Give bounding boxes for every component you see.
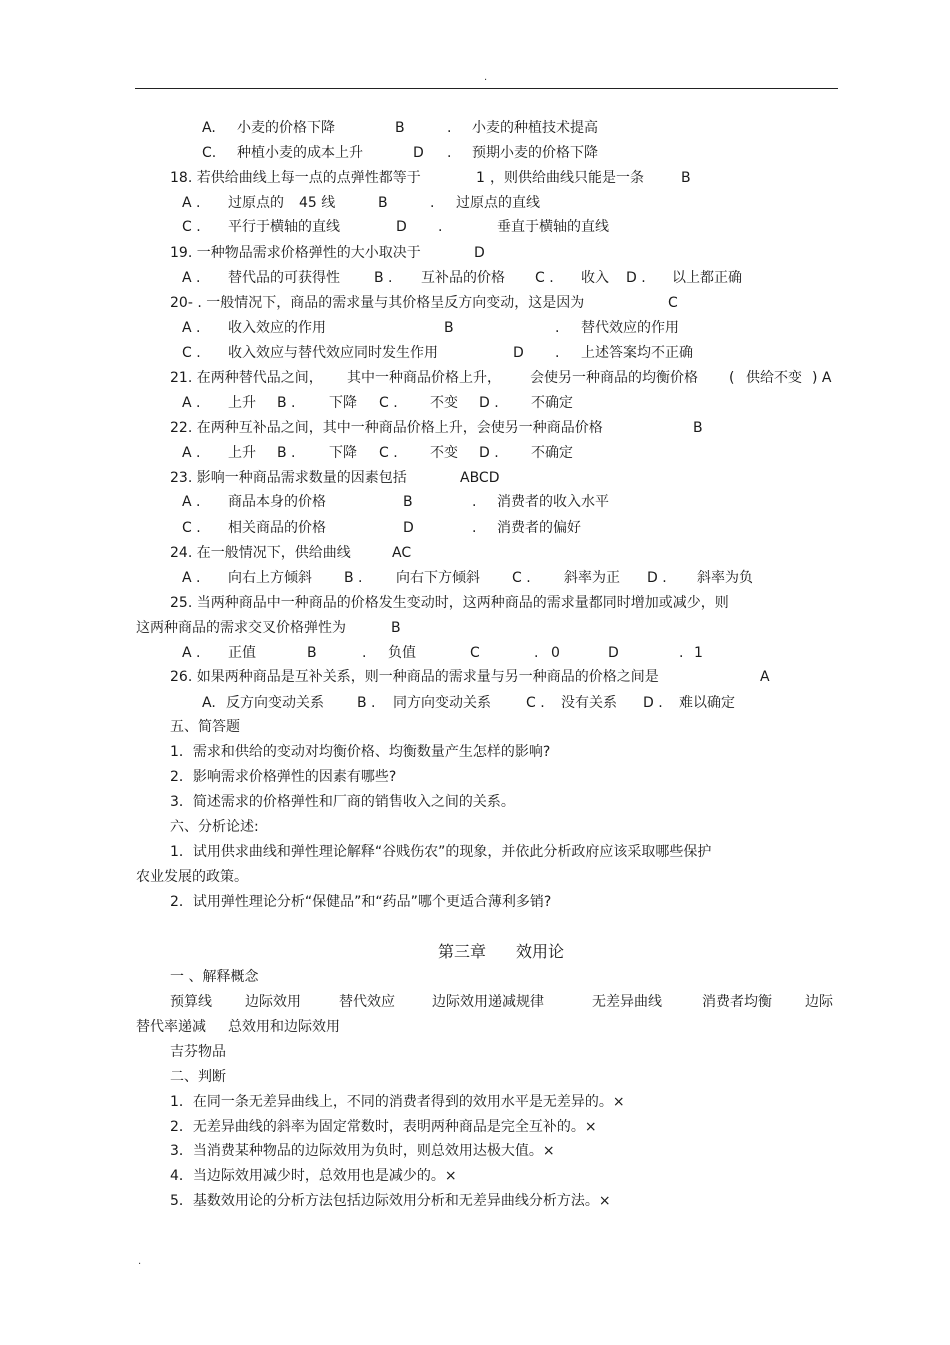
q26-stem (0, 667, 950, 687)
q21-option-d-text: 不确定 (531, 395, 573, 411)
q25-option-d-text: 1 (694, 645, 703, 661)
q25-option-b-text: 负值 (388, 645, 416, 661)
q18-options-row1 (0, 193, 950, 213)
q23-option-a-text: 商品本身的价格 (228, 494, 326, 510)
q25-option-c-letter: C (470, 645, 480, 661)
q23-option-b-dot: . (472, 494, 477, 510)
q21-option-a-letter: A . (182, 395, 201, 411)
q17-option-a-letter: A. (202, 120, 216, 136)
q20-option-c-letter: C . (182, 345, 201, 361)
q24-stem (0, 543, 950, 563)
term-indifference-curve: 无差异曲线 (592, 994, 662, 1010)
section6-item-2: 2．试用弹性理论分析“保健品”和“药品”哪个更适合薄利多销? (170, 894, 552, 910)
q26-option-d-letter: D . (643, 695, 663, 711)
judgment-item-1: 1．在同一条无差异曲线上，不同的消费者得到的效用水平是无差异的。× (170, 1094, 625, 1110)
q20-stem-text: 20- . 一般情况下，商品的需求量与其价格呈反方向变动，这是因为 (170, 295, 585, 311)
q26-option-d-text: 难以确定 (679, 695, 735, 711)
q20-answer: C (668, 295, 678, 311)
q23-option-d-text: 消费者的偏好 (497, 520, 581, 536)
q18-option-b-text: 过原点的直线 (456, 195, 540, 211)
q23-option-a-letter: A . (182, 494, 201, 510)
q17-options-row2 (0, 143, 950, 163)
ch3-section1-title: 一 、解释概念 (170, 969, 259, 985)
q19-option-c-text: 收入 (581, 270, 609, 286)
q18-option-c-letter: C . (182, 219, 201, 235)
header-dot: . (484, 72, 488, 83)
q23-option-d-letter: D (403, 520, 414, 536)
q21-paren-open: ( (729, 370, 735, 386)
q20-stem (0, 293, 950, 313)
q25-stem-text2: 这两种商品的需求交叉价格弹性为 (136, 620, 346, 636)
judgment-item-4: 4．当边际效用减少时，总效用也是减少的。× (170, 1168, 457, 1184)
q26-option-a-text: 反方向变动关系 (226, 695, 324, 711)
q22-option-d-text: 不确定 (531, 445, 573, 461)
q18-option-a-text: 过原点的 (228, 195, 284, 211)
section5-item-3: 3．简述需求的价格弹性和厂商的销售收入之间的关系。 (170, 794, 515, 810)
q23-answer: ABCD (460, 470, 500, 486)
q18-stem-num: 1 (476, 170, 485, 186)
q23-options-row2 (0, 518, 950, 538)
q17-options-row1 (0, 118, 950, 138)
q26-option-b-letter: B . (357, 695, 376, 711)
q20-options-row2 (0, 343, 950, 363)
q21-stem (0, 368, 950, 388)
q21-options (0, 393, 950, 413)
judgment-item-5: 5．基数效用论的分析方法包括边际效用分析和无差异曲线分析方法。× (170, 1193, 611, 1209)
judgment-item-2: 2．无差异曲线的斜率为固定常数时，表明两种商品是完全互补的。× (170, 1119, 597, 1135)
section5-item-2: 2．影响需求价格弹性的因素有哪些? (170, 769, 397, 785)
q23-option-b-text: 消费者的收入水平 (497, 494, 609, 510)
q26-option-b-text: 同方向变动关系 (393, 695, 491, 711)
q18-stem (0, 168, 950, 188)
q17-option-d-dot: . (447, 145, 452, 161)
q20-options-row1 (0, 318, 950, 338)
q21-option-c-text: 不变 (430, 395, 458, 411)
q19-option-b-letter: B . (374, 270, 393, 286)
q22-stem (0, 418, 950, 438)
q21-stem-part2: 其中一种商品价格上升， (347, 370, 501, 386)
q17-option-d-text: 预期小麦的价格下降 (472, 145, 598, 161)
q24-option-d-letter: D . (647, 570, 667, 586)
term-consumer-equilibrium: 消费者均衡 (702, 994, 772, 1010)
q23-options-row1 (0, 492, 950, 512)
q20-option-d-text: 上述答案均不正确 (581, 345, 693, 361)
q24-option-a-text: 向右上方倾斜 (228, 570, 312, 586)
q18-option-d-dot: . (438, 219, 443, 235)
q25-option-b-dot: . (362, 645, 367, 661)
q21-option-b-text: 下降 (329, 395, 357, 411)
term-budget-line: 预算线 (170, 994, 212, 1010)
q26-option-c-text: 没有关系 (561, 695, 617, 711)
q21-stem-part1: 21. 在两种替代品之间， (170, 370, 323, 386)
q20-option-b-dot: . (555, 320, 560, 336)
q25-answer: B (391, 620, 401, 636)
q21-option-c-letter: C . (379, 395, 398, 411)
q25-stem-line2 (0, 618, 950, 638)
q24-options (0, 568, 950, 588)
q21-option-b-letter: B . (277, 395, 296, 411)
q25-options (0, 643, 950, 663)
q19-option-a-letter: A . (182, 270, 201, 286)
q25-option-b-letter: B (307, 645, 317, 661)
q23-stem (0, 468, 950, 488)
ch3-terms-row2 (0, 1017, 950, 1037)
term-total-marginal-utility: 总效用和边际效用 (228, 1019, 340, 1035)
q18-option-a-45: 45 线 (299, 195, 336, 211)
q24-option-d-text: 斜率为负 (697, 570, 753, 586)
q26-options (0, 693, 950, 713)
q25-option-d-letter: D (608, 645, 619, 661)
q21-paren-text: 供给不变 (746, 370, 802, 386)
q19-option-b-text: 互补品的价格 (421, 270, 505, 286)
q18-answer: B (681, 170, 691, 186)
chapter-title: 效用论 (516, 942, 565, 961)
q20-option-d-letter: D (513, 345, 524, 361)
q24-option-b-text: 向右下方倾斜 (396, 570, 480, 586)
q23-option-c-letter: C . (182, 520, 201, 536)
q22-option-c-letter: C . (379, 445, 398, 461)
q19-option-a-text: 替代品的可获得性 (228, 270, 340, 286)
q17-option-d-letter: D (413, 145, 424, 161)
term-marginal-prefix: 边际 (805, 994, 833, 1010)
q20-option-b-letter: B (444, 320, 454, 336)
term-diminishing-mu: 边际效用递减规律 (432, 994, 544, 1010)
q20-option-a-letter: A . (182, 320, 201, 336)
q22-option-b-letter: B . (277, 445, 296, 461)
q22-stem-text: 22. 在两种互补品之间，其中一种商品价格上升，会使另一种商品价格 (170, 420, 603, 436)
q24-option-a-letter: A . (182, 570, 201, 586)
q21-option-a-text: 上升 (228, 395, 256, 411)
section6-title: 六、分析论述: (170, 819, 259, 835)
term-giffen-good: 吉芬物品 (170, 1044, 226, 1060)
judgment-item-3: 3．当消费某种物品的边际效用为负时，则总效用达极大值。× (170, 1143, 555, 1159)
q22-answer: B (693, 420, 703, 436)
q24-option-c-text: 斜率为正 (564, 570, 620, 586)
q25-option-c-text: 0 (551, 645, 560, 661)
q17-option-b-text: 小麦的种植技术提高 (472, 120, 598, 136)
q23-stem-text: 23. 影响一种商品需求数量的因素包括 (170, 470, 407, 486)
ch3-section2-title: 二、判断 (170, 1069, 226, 1085)
q24-stem-text: 24. 在一般情况下，供给曲线 (170, 545, 351, 561)
q18-option-d-text: 垂直于横轴的直线 (497, 219, 609, 235)
q19-stem (0, 243, 950, 263)
q18-option-d-letter: D (396, 219, 407, 235)
q25-option-c-dot: . (534, 645, 539, 661)
term-diminishing-mrs: 替代率递减 (136, 1019, 206, 1035)
q26-option-a-letter: A. (202, 695, 216, 711)
q19-stem-text: 19. 一种物品需求价格弹性的大小取决于 (170, 245, 421, 261)
q23-option-d-dot: . (472, 520, 477, 536)
q21-option-d-letter: D . (479, 395, 499, 411)
q18-stem-text: 18. 若供给曲线上每一点的点弹性都等于 (170, 170, 421, 186)
q25-stem-line1: 25. 当两种商品中一种商品的价格发生变动时，这两种商品的需求量都同时增加或减少，则 (170, 595, 729, 611)
q21-stem-part3: 会使另一种商品的均衡价格 (530, 370, 698, 386)
q19-option-c-letter: C . (535, 270, 554, 286)
section6-item-1-line1: 1．试用供求曲线和弹性理论解释“谷贱伤农”的现象，并依此分析政府应该采取哪些保护 (170, 844, 712, 860)
q20-option-b-text: 替代效应的作用 (581, 320, 679, 336)
q22-option-d-letter: D . (479, 445, 499, 461)
q20-option-d-dot: . (555, 345, 560, 361)
q19-option-d-text: 以上都正确 (672, 270, 742, 286)
q22-option-b-text: 下降 (329, 445, 357, 461)
q24-option-c-letter: C . (512, 570, 531, 586)
ch3-terms-row (0, 992, 950, 1012)
q17-option-b-letter: B (395, 120, 405, 136)
q24-option-b-letter: B . (344, 570, 363, 586)
q26-answer: A (760, 669, 770, 685)
q17-option-b-dot: . (447, 120, 452, 136)
q19-options (0, 268, 950, 288)
q26-option-c-letter: C . (526, 695, 545, 711)
q25-option-a-letter: A . (182, 645, 201, 661)
q18-option-b-letter: B (378, 195, 388, 211)
q17-option-c-text: 种植小麦的成本上升 (237, 145, 363, 161)
q22-options (0, 443, 950, 463)
section5-title: 五、简答题 (170, 719, 240, 735)
term-marginal-utility: 边际效用 (245, 994, 301, 1010)
q18-option-b-dot: . (430, 195, 435, 211)
q18-options-row2 (0, 217, 950, 237)
q20-option-a-text: 收入效应的作用 (228, 320, 326, 336)
q23-option-c-text: 相关商品的价格 (228, 520, 326, 536)
q17-option-c-letter: C. (202, 145, 217, 161)
footer-dot: . (138, 1256, 142, 1267)
q18-stem-text2: ，则供给曲线只能是一条 (490, 170, 644, 186)
q23-option-b-letter: B (403, 494, 413, 510)
q25-option-d-dot: . (679, 645, 684, 661)
section5-item-1: 1．需求和供给的变动对均衡价格、均衡数量产生怎样的影响? (170, 744, 551, 760)
q22-option-a-letter: A . (182, 445, 201, 461)
q25-option-a-text: 正值 (228, 645, 256, 661)
q20-option-c-text: 收入效应与替代效应同时发生作用 (228, 345, 438, 361)
header-rule (135, 88, 838, 89)
q22-option-c-text: 不变 (430, 445, 458, 461)
q26-stem-text: 26. 如果两种商品是互补关系，则一种商品的需求量与另一种商品的价格之间是 (170, 669, 659, 685)
q22-option-a-text: 上升 (228, 445, 256, 461)
q18-option-c-text: 平行于横轴的直线 (228, 219, 340, 235)
q19-answer: D (474, 245, 485, 261)
chapter-number: 第三章 (438, 942, 487, 961)
q18-option-a-letter: A . (182, 195, 201, 211)
q19-option-d-letter: D . (626, 270, 646, 286)
section6-item-1-line2: 农业发展的政策。 (136, 869, 248, 885)
term-substitution-effect: 替代效应 (339, 994, 395, 1010)
q21-answer: ) A (812, 370, 832, 386)
q17-option-a-text: 小麦的价格下降 (237, 120, 335, 136)
q24-answer: AC (392, 545, 412, 561)
